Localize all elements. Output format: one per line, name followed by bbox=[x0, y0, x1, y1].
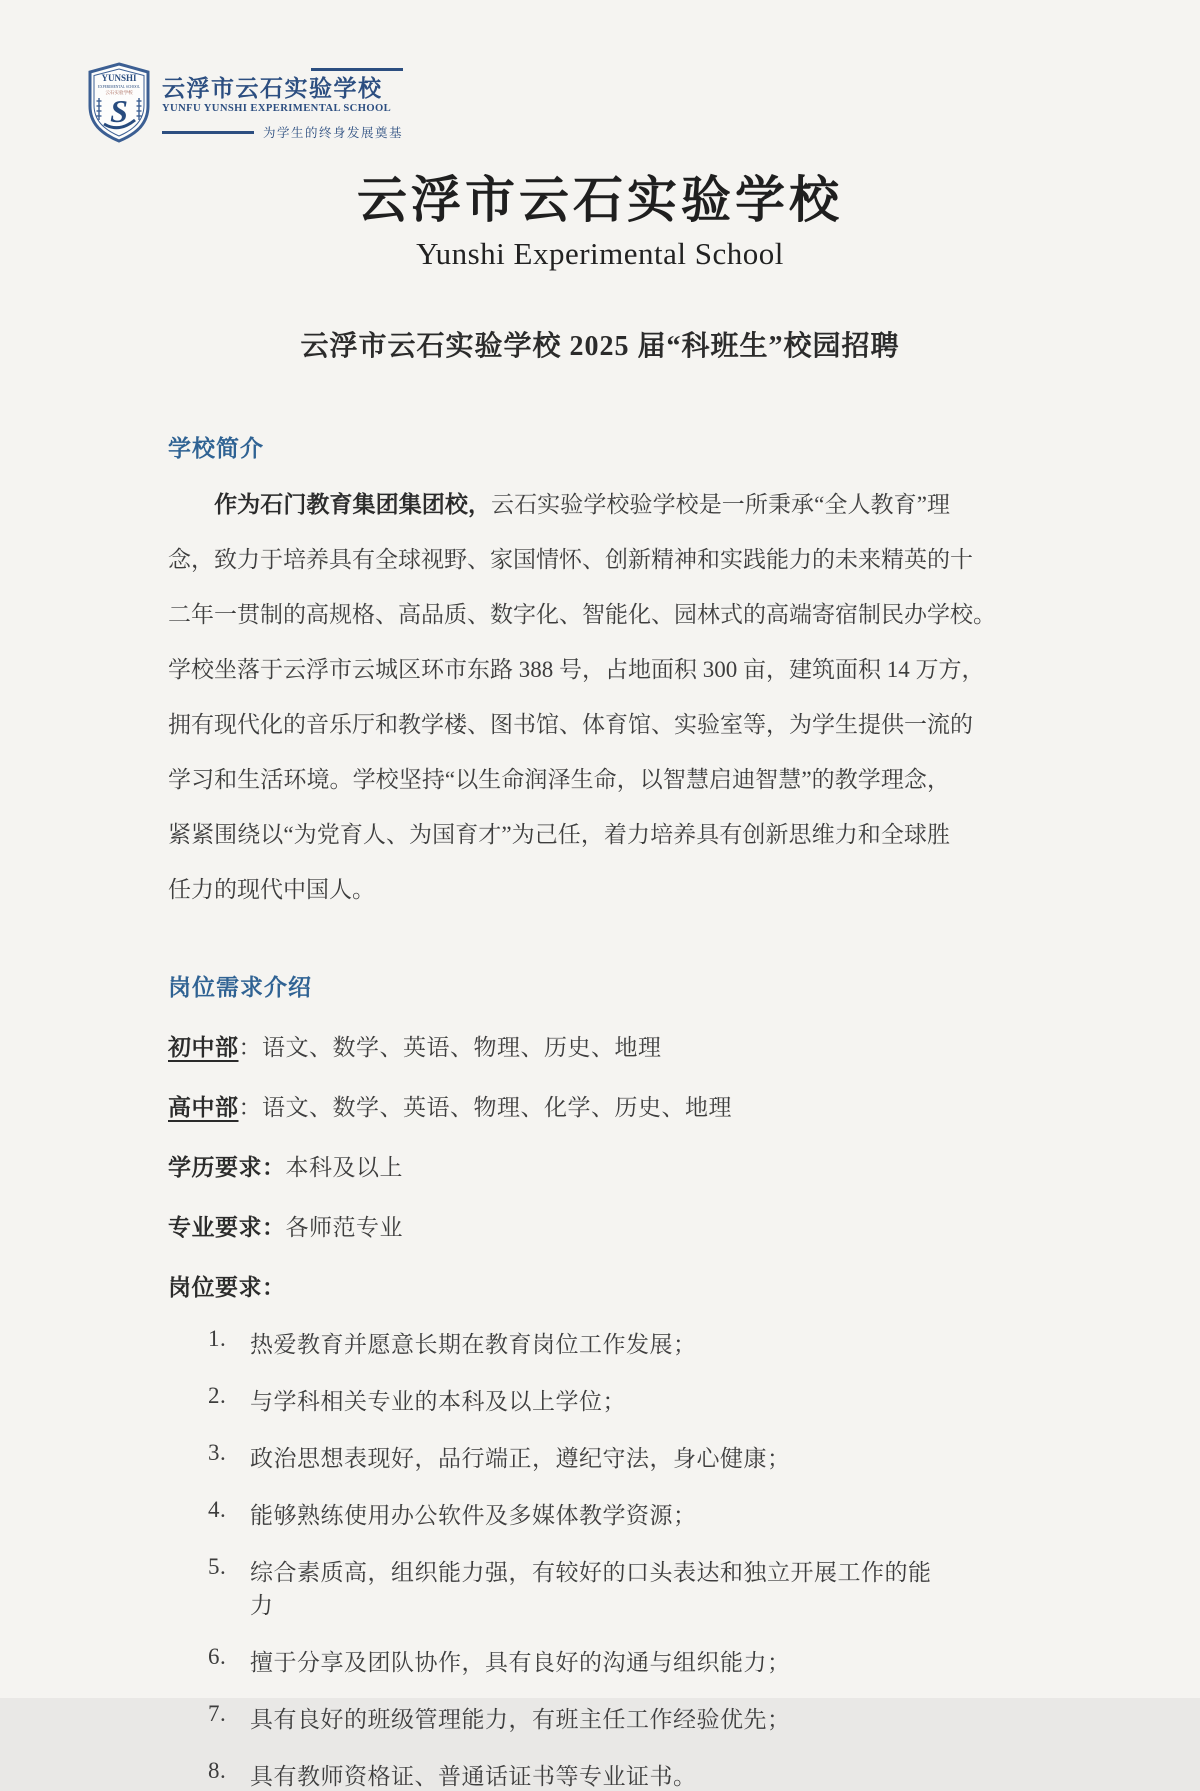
senior-division-label: 高中部 bbox=[168, 1094, 239, 1120]
list-item-text: 能够熟练使用办公软件及多媒体教学资源； bbox=[250, 1502, 697, 1528]
positions-senior-line bbox=[168, 1089, 950, 1122]
intro-line: 任力的现代中国人。 bbox=[168, 876, 375, 902]
education-requirement-line bbox=[168, 1149, 950, 1182]
list-item-text: 具有教师资格证、普通话证书等专业证书。 bbox=[250, 1763, 697, 1789]
list-item-number: 6. bbox=[208, 1643, 227, 1669]
school-crest-icon bbox=[86, 62, 152, 144]
list-item-number: 1. bbox=[208, 1325, 227, 1351]
job-requirements-list bbox=[168, 1326, 950, 1791]
brand-bottom-rule bbox=[162, 131, 254, 134]
list-item-number: 3. bbox=[208, 1439, 227, 1465]
major-requirement-value: 各师范专业 bbox=[285, 1214, 403, 1240]
education-requirement-value: 本科及以上 bbox=[285, 1154, 403, 1180]
section-heading-positions: 岗位需求介绍 bbox=[168, 974, 312, 1000]
brand-top-rule bbox=[311, 68, 403, 71]
list-item bbox=[168, 1497, 950, 1530]
job-requirements-label: 岗位要求： bbox=[168, 1274, 286, 1300]
list-item-number: 2. bbox=[208, 1382, 227, 1408]
junior-division-subjects: ：语文、数学、英语、物理、历史、地理 bbox=[238, 1034, 662, 1060]
intro-line: 二年一贯制的高规格、高品质、数字化、智能化、园林式的高端寄宿制民办学校。 bbox=[168, 601, 996, 627]
list-item bbox=[168, 1701, 950, 1734]
list-item bbox=[168, 1644, 950, 1677]
senior-division-subjects: ：语文、数学、英语、物理、化学、历史、地理 bbox=[238, 1094, 732, 1120]
intro-line: 学习和生活环境。学校坚持“以生命润泽生命，以智慧启迪智慧”的教学理念， bbox=[168, 766, 950, 792]
crest-cn-text: 云石实验学校 bbox=[105, 90, 133, 95]
document-body bbox=[168, 430, 996, 1791]
job-requirements-heading bbox=[168, 1269, 950, 1302]
list-item-text: 热爱教育并愿意长期在教育岗位工作发展； bbox=[250, 1331, 697, 1357]
list-item-text: 与学科相关专业的本科及以上学位； bbox=[250, 1388, 626, 1414]
intro-line: 念，致力于培养具有全球视野、家国情怀、创新精神和实践能力的未来精英的十 bbox=[168, 546, 973, 572]
major-requirement-line bbox=[168, 1209, 950, 1242]
list-item-number: 5. bbox=[208, 1553, 227, 1579]
list-item bbox=[168, 1440, 950, 1473]
education-requirement-label: 学历要求： bbox=[168, 1154, 286, 1180]
junior-division-label: 初中部 bbox=[168, 1034, 239, 1060]
list-item-text: 综合素质高，组织能力强，有较好的口头表达和独立开展工作的能力 bbox=[250, 1559, 932, 1618]
intro-line-text: 云石实验学校验学校是一所秉承“全人教育”理 bbox=[491, 491, 950, 517]
crest-subline-text: EXPERIMENTAL SCHOOL bbox=[97, 85, 141, 89]
brand-text-block bbox=[162, 62, 403, 141]
intro-line: 拥有现代化的音乐厅和教学楼、图书馆、体育馆、实验室等，为学生提供一流的 bbox=[168, 711, 973, 737]
crest-name-text: YUNSHI bbox=[101, 73, 137, 83]
list-item-number: 4. bbox=[208, 1496, 227, 1522]
list-item bbox=[168, 1758, 950, 1791]
positions-junior-line bbox=[168, 1029, 950, 1062]
list-item-number: 8. bbox=[208, 1757, 227, 1783]
list-item-text: 具有良好的班级管理能力，有班主任工作经验优先； bbox=[250, 1706, 791, 1732]
brand-name-en: YUNFU YUNSHI EXPERIMENTAL SCHOOL bbox=[162, 103, 392, 115]
major-requirement-label: 专业要求： bbox=[168, 1214, 286, 1240]
intro-line: 紧紧围绕以“为党育人、为国育才”为己任，着力培养具有创新思维力和全球胜 bbox=[168, 821, 950, 847]
document-title-cn: 云浮市云石实验学校 bbox=[357, 172, 843, 228]
list-item bbox=[168, 1326, 950, 1359]
crest-monogram-text: S bbox=[110, 93, 128, 129]
list-item bbox=[168, 1554, 950, 1620]
list-item-text: 政治思想表现好，品行端正，遵纪守法，身心健康； bbox=[250, 1445, 791, 1471]
recruitment-title: 云浮市云石实验学校 2025 届“科班生”校园招聘 bbox=[300, 330, 900, 362]
document-title-en: Yunshi Experimental School bbox=[416, 235, 784, 271]
list-item-number: 7. bbox=[208, 1700, 227, 1726]
intro-lead-bold: 作为石门教育集团集团校， bbox=[214, 491, 492, 517]
list-item-text: 擅于分享及团队协作，具有良好的沟通与组织能力； bbox=[250, 1649, 791, 1675]
brand-tagline-row bbox=[162, 123, 403, 141]
brand-tagline: 为学生的终身发展奠基 bbox=[263, 126, 404, 141]
school-intro-paragraph bbox=[168, 477, 996, 917]
section-heading-school-intro: 学校简介 bbox=[168, 435, 264, 461]
brand-name-cn: 云浮市云石实验学校 bbox=[162, 76, 383, 101]
intro-line: 学校坐落于云浮市云城区环市东路 388 号，占地面积 300 亩，建筑面积 14 万方， bbox=[168, 656, 985, 682]
school-logo-header bbox=[86, 62, 403, 144]
intro-line bbox=[168, 477, 950, 532]
list-item bbox=[168, 1383, 950, 1416]
